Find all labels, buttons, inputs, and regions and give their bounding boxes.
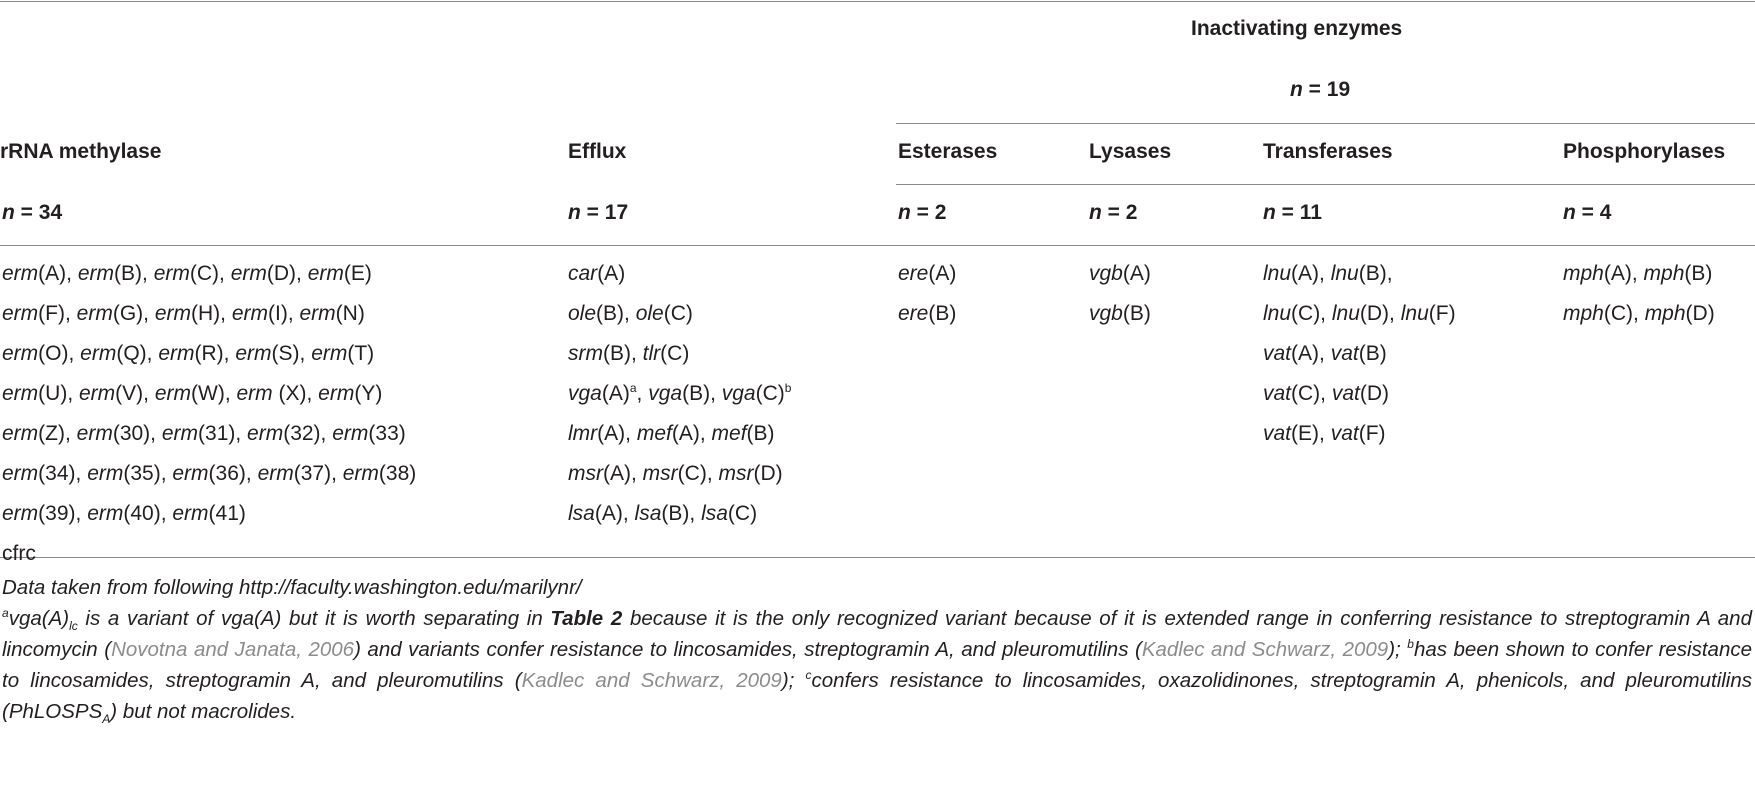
gene-line [1563,294,1715,334]
gene-name: vat [1263,382,1292,405]
gene-line [1263,334,1456,374]
gene-variant: (A), [597,422,637,445]
gene-name: car [568,262,598,285]
gene-variant: cfrc [2,542,36,565]
footnote-marker: b [784,381,792,395]
gene-name: lnu [1330,262,1359,285]
gene-line [568,494,791,534]
gene-name: erm [87,462,124,485]
gene-variant: (D), [266,262,308,285]
gene-name: lnu [1331,302,1360,325]
gene-name: erm [230,262,267,285]
gene-variant: (B), [596,302,636,325]
gene-name: erm [2,342,39,365]
gene-line [2,294,416,334]
gene-name: erm [154,302,191,325]
gene-variant: (B) [1122,302,1151,325]
gene-variant: (C), [1291,382,1332,405]
subheader-rule [896,184,1755,185]
gene-variant: (B) [1358,342,1387,365]
gene-name: mef [636,422,672,445]
n-count-phosphorylases: n = 4 [1563,201,1612,224]
gene-line [1089,294,1151,334]
gene-name: lnu [1263,262,1292,285]
gene-name: erm [332,422,369,445]
gene-variant: (C), [1603,302,1645,325]
gene-name: erm [247,422,284,445]
gene-name: tlr [642,342,661,365]
gene-name: msr [642,462,678,485]
citation-link[interactable]: Kadlec and Schwarz, 2009 [1141,638,1389,661]
col-header-efflux: Efflux [568,140,627,163]
gene-variant: (A), [1291,262,1331,285]
col-header-phosphorylases: Phosphorylases [1563,140,1726,163]
n-count-efflux: n = 17 [568,201,629,224]
col-header-rrna-methylase: rRNA methylase [0,140,162,163]
gene-variant: (41) [208,502,246,525]
gene-variant: (A) [597,262,626,285]
footnote-a-variant: vga(A) [8,607,70,630]
gene-name: mef [711,422,747,445]
gene-variant: (35), [123,462,173,485]
gene-variant: (38) [378,462,417,485]
gene-name: vgb [1089,262,1123,285]
gene-variant: (D) [1685,302,1715,325]
gene-name: erm [311,342,348,365]
gene-name: erm [76,302,113,325]
gene-name: vat [1263,422,1292,445]
gene-variant: (A), [1603,262,1644,285]
cell-rrna-methylase-genes [2,254,416,574]
gene-variant: (B), [603,342,643,365]
gene-name: mph [1563,302,1604,325]
gene-line [568,294,791,334]
gene-name: vat [1330,422,1359,445]
gene-name: ole [568,302,597,325]
cell-lysases-genes [1089,254,1151,334]
gene-variant: (A), [671,422,712,445]
gene-variant: (A) [601,382,630,405]
gene-name: erm [307,262,344,285]
gene-variant: (N) [335,302,365,325]
gene-name: ere [898,302,929,325]
gene-variant: (C) [660,342,690,365]
gene-line [2,374,416,414]
gene-name: lnu [1263,302,1292,325]
gene-name: erm [80,342,117,365]
gene-variant: (F) [1358,422,1386,445]
gene-variant: (37), [293,462,343,485]
gene-name: erm [299,302,336,325]
gene-variant: (E) [343,262,372,285]
gene-line [2,254,416,294]
gene-line [2,334,416,374]
n-count-lysases: n = 2 [1089,201,1138,224]
citation-link[interactable]: Novotna and Janata, 2006 [111,638,355,661]
gene-name: erm [2,422,39,445]
gene-name: lmr [568,422,598,445]
gene-name: erm [2,502,39,525]
gene-line [1263,254,1456,294]
gene-variant: (C) [727,502,758,525]
gene-name: msr [568,462,603,485]
gene-name: erm [77,262,115,285]
gene-variant: (A), [594,502,635,525]
gene-name: vga [721,382,756,405]
gene-line [568,414,791,454]
citation-link[interactable]: Kadlec and Schwarz, 2009 [521,669,782,692]
gene-variant: (C), [1291,302,1332,325]
gene-name: vat [1330,342,1359,365]
gene-variant: (A) [1122,262,1151,285]
footnote-abc: $^avga(A)_{lc}$ is a variant of vga(A) but it is worth separating in Table 2 because it is the only recognized variant because of it is extended range in conferring resistance to streptogramin A and lincomycin (Novotna and Janata, 2006) and variants confer resistance to lincosamides, streptogramin A, and pleuromutilins (Kadlec and Schwarz, 2009); $^b$has been shown to confer resistance to lincosamides, streptogramin A, and pleuromutilins (Kadlec and Schwarz, 2009); $^c$confers resistance to lincosamides, oxazolidinones, streptogramin A, phenicols, and pleuromutilins (PhLOSPS$_A$) but not macrolides. [2,606,1753,726]
gene-variant: (S), [271,342,312,365]
cell-transferases-genes [1263,254,1456,454]
gene-variant: (34), [38,462,88,485]
gene-variant: (R), [194,342,236,365]
header-bottom-rule [0,245,1755,246]
gene-name: erm [257,462,294,485]
group-rule [896,123,1755,124]
gene-variant: (39), [38,502,88,525]
gene-line [2,494,416,534]
gene-variant: (U), [38,382,79,405]
gene-name: ere [898,262,929,285]
gene-name: mph [1644,302,1686,325]
gene-line [898,294,956,334]
gene-variant: (X), [272,382,319,405]
gene-variant: (B) [928,302,957,325]
gene-variant: (A), [603,462,643,485]
gene-name: lsa [568,502,595,525]
gene-variant: (D), [1359,302,1401,325]
gene-line [1263,294,1456,334]
col-header-lysases: Lysases [1089,140,1172,163]
cell-phosphorylases-genes [1563,254,1715,334]
gene-name: erm [172,462,209,485]
gene-name: ole [635,302,664,325]
gene-name: vga [648,382,683,405]
gene-name: vat [1263,342,1292,365]
gene-variant: (V), [115,382,155,405]
gene-line [1263,414,1456,454]
gene-variant: (32), [283,422,333,445]
gene-variant: (B) [1684,262,1713,285]
gene-variant: (A), [1291,342,1331,365]
gene-name: vgb [1089,302,1123,325]
gene-name: erm [235,342,272,365]
footnote-marker: a [629,381,637,395]
cell-efflux-genes [568,254,791,534]
gene-name: erm [2,462,39,485]
gene-variant: (D) [1359,382,1390,405]
gene-line [568,254,791,294]
gene-variant: (33) [368,422,406,445]
gene-variant: (40), [123,502,173,525]
gene-line [568,334,791,374]
gene-variant: (D) [753,462,783,485]
gene-line [568,454,791,494]
gene-variant: (B), [114,262,154,285]
gene-variant: (Z), [38,422,77,445]
gene-variant: (B) [746,422,775,445]
gene-line [2,454,416,494]
gene-name: erm [342,462,379,485]
footnote-a-marker: a [2,606,9,620]
gene-variant: (C) [663,302,693,325]
gene-variant: (B), [1358,262,1393,285]
col-header-esterases: Esterases [898,140,998,163]
gene-variant: (E), [1291,422,1331,445]
gene-variant: (C), [677,462,719,485]
gene-variant: (A), [38,262,78,285]
n-count-esterases: n = 2 [898,201,947,224]
gene-variant: (I), [268,302,300,325]
table-reference: Table 2 [550,607,623,630]
gene-line [568,374,791,414]
footnote-source: Data taken from following http://faculty.washington.edu/marilynr/ [2,576,582,599]
n-count-rrna: n = 34 [2,201,63,224]
gene-name: erm [87,502,124,525]
gene-name: erm [2,382,39,405]
gene-name: mph [1563,262,1604,285]
gene-line [1563,254,1715,294]
gene-name: lsa [701,502,728,525]
gene-name: erm [2,302,39,325]
group-count: n = 19 [1290,78,1351,101]
footnote-b-marker: b [1407,637,1414,651]
gene-variant: (B), [661,502,702,525]
gene-variant: (Y) [354,382,383,405]
gene-variant: (30), [112,422,162,445]
gene-name: erm [231,302,268,325]
gene-name: erm [76,422,113,445]
footnote-c-marker: c [805,668,812,682]
gene-variant: (W), [191,382,237,405]
gene-line [1089,254,1151,294]
gene-name: erm [2,262,39,285]
gene-line [2,414,416,454]
gene-variant: (C), [189,262,231,285]
gene-line [2,534,416,574]
gene-name: msr [718,462,754,485]
gene-name: erm [172,502,209,525]
gene-line [898,254,956,294]
separator: , [636,382,649,405]
gene-variant: (O), [38,342,81,365]
gene-variant: (C) [755,382,785,405]
gene-name: lsa [634,502,662,525]
gene-variant: (31), [198,422,248,445]
gene-name: erm [158,342,195,365]
n-count-transferases: n = 11 [1263,201,1322,224]
gene-name: mph [1643,262,1685,285]
gene-name: erm [236,382,273,405]
gene-variant: (G), [112,302,155,325]
gene-name: vga [568,382,602,405]
gene-name: vat [1331,382,1360,405]
gene-variant: (F), [38,302,77,325]
gene-name: lnu [1400,302,1429,325]
gene-variant: (A) [928,262,957,285]
gene-name: srm [568,342,603,365]
gene-variant: (36), [208,462,258,485]
gene-variant: (B), [682,382,722,405]
group-title: Inactivating enzymes [1191,17,1403,40]
gene-variant: (F) [1428,302,1456,325]
gene-name: erm [161,422,199,445]
top-rule [0,1,1755,2]
gene-line [1263,374,1456,414]
gene-name: erm [154,382,192,405]
gene-name: erm [153,262,190,285]
gene-variant: (H), [191,302,232,325]
gene-variant: (Q), [116,342,159,365]
cell-esterases-genes [898,254,956,334]
col-header-transferases: Transferases [1263,140,1393,163]
gene-variant: (T) [347,342,375,365]
gene-name: erm [318,382,355,405]
gene-name: erm [79,382,116,405]
